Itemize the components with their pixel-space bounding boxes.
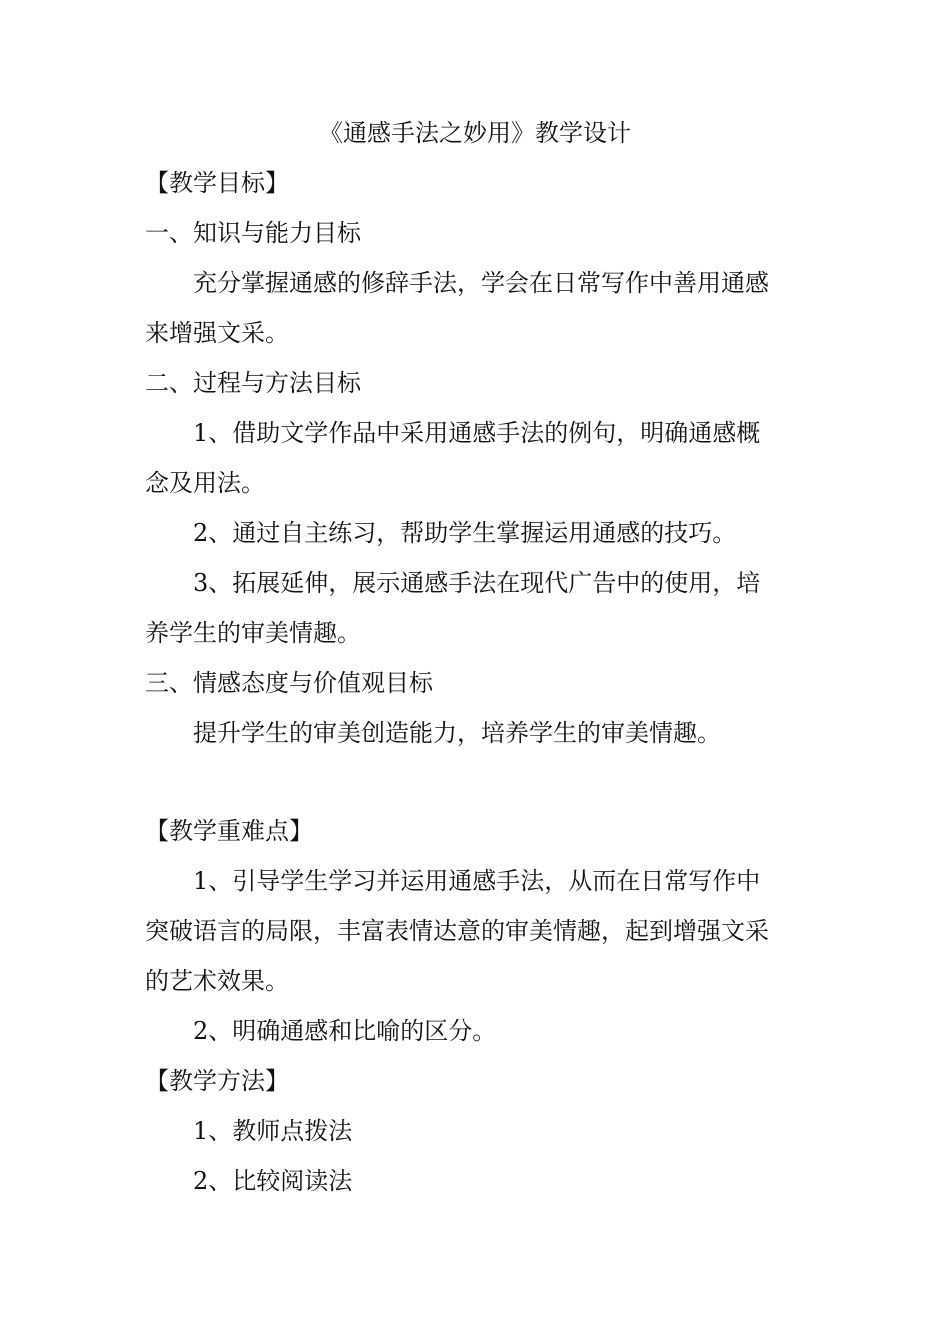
knowledge-objective-line-1: 充分掌握通感的修辞手法，学会在日常写作中善用通感: [193, 269, 769, 297]
method-item-2: 2、比较阅读法: [193, 1167, 353, 1195]
objectives-heading: 【教学目标】: [145, 169, 289, 197]
key-points-heading: 【教学重难点】: [145, 817, 313, 845]
key-point-1-line-3: 的艺术效果。: [145, 967, 289, 995]
process-item-1-line-1: 1、借助文学作品中采用通感手法的例句，明确通感概: [193, 419, 761, 447]
emotion-objective-text: 提升学生的审美创造能力，培养学生的审美情趣。: [193, 719, 721, 747]
methods-heading: 【教学方法】: [145, 1067, 289, 1095]
process-item-3-line-1: 3、拓展延伸，展示通感手法在现代广告中的使用，培: [193, 569, 761, 597]
key-point-1-line-2: 突破语言的局限，丰富表情达意的审美情趣，起到增强文采: [145, 917, 769, 945]
process-objective-heading: 二、过程与方法目标: [145, 369, 361, 397]
emotion-objective-heading: 三、情感态度与价值观目标: [145, 669, 433, 697]
key-point-2: 2、明确通感和比喻的区分。: [193, 1017, 497, 1045]
knowledge-objective-line-2: 来增强文采。: [145, 319, 289, 347]
process-item-2: 2、通过自主练习，帮助学生掌握运用通感的技巧。: [193, 519, 737, 547]
key-point-1-line-1: 1、引导学生学习并运用通感手法，从而在日常写作中: [193, 867, 761, 895]
process-item-1-line-2: 念及用法。: [145, 469, 265, 497]
knowledge-objective-heading: 一、知识与能力目标: [145, 219, 361, 247]
document-title: 《通感手法之妙用》教学设计: [319, 119, 631, 147]
method-item-1: 1、教师点拨法: [193, 1117, 353, 1145]
process-item-3-line-2: 养学生的审美情趣。: [145, 619, 361, 647]
